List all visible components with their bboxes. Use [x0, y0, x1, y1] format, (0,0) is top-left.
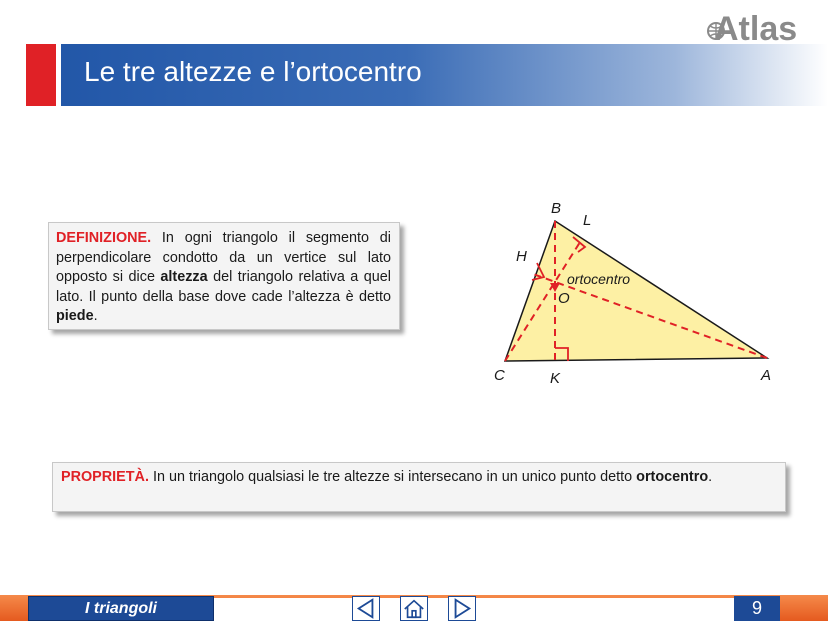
title-accent: [26, 44, 56, 106]
page-number: 9: [734, 596, 780, 621]
property-text-2: .: [708, 469, 713, 485]
property-label: PROPRIETÀ.: [61, 469, 149, 485]
previous-icon: [359, 600, 373, 617]
label-b: B: [551, 200, 562, 217]
previous-button[interactable]: [352, 596, 380, 621]
triangle: [505, 221, 767, 361]
home-button[interactable]: [400, 596, 428, 621]
definition-text-1: In ogni triangolo il segmento di perpendicolare condotto da un vertice sul lato opposto si dice: [56, 230, 391, 286]
atlas-logo: [700, 4, 808, 44]
label-c: C: [494, 367, 505, 384]
definition-term-piede: piede: [56, 308, 94, 325]
label-ortocentro: ortocentro: [567, 271, 631, 287]
next-icon: [456, 600, 470, 617]
definition-term-altezza: altezza: [160, 269, 208, 286]
property-text-1: In un triangolo qualsiasi le tre altezze si intersecano in un unico punto detto: [148, 469, 637, 485]
definition-box: [48, 222, 400, 330]
definition-text-2: del triangolo relativa a quel lato. Il punto della base dove cade l’altezza è detto: [56, 269, 391, 305]
page-title: Le tre altezze e l’ortocentro: [84, 56, 422, 87]
label-k: K: [550, 370, 561, 387]
property-box: [52, 462, 786, 512]
property-term-ortocentro: ortocentro: [636, 469, 709, 485]
triangle-figure: [490, 195, 790, 395]
next-button[interactable]: [448, 596, 476, 621]
definition-label: DEFINIZIONE.: [56, 230, 152, 246]
title-bar: [0, 44, 828, 106]
label-h: H: [516, 248, 527, 265]
label-a: A: [761, 367, 772, 384]
label-l: L: [583, 212, 592, 229]
label-o: O: [558, 290, 570, 307]
logo-text: Atlas: [714, 10, 798, 44]
home-icon: [405, 601, 423, 618]
section-label[interactable]: I triangoli: [28, 596, 214, 621]
definition-text-3: .: [93, 308, 98, 325]
